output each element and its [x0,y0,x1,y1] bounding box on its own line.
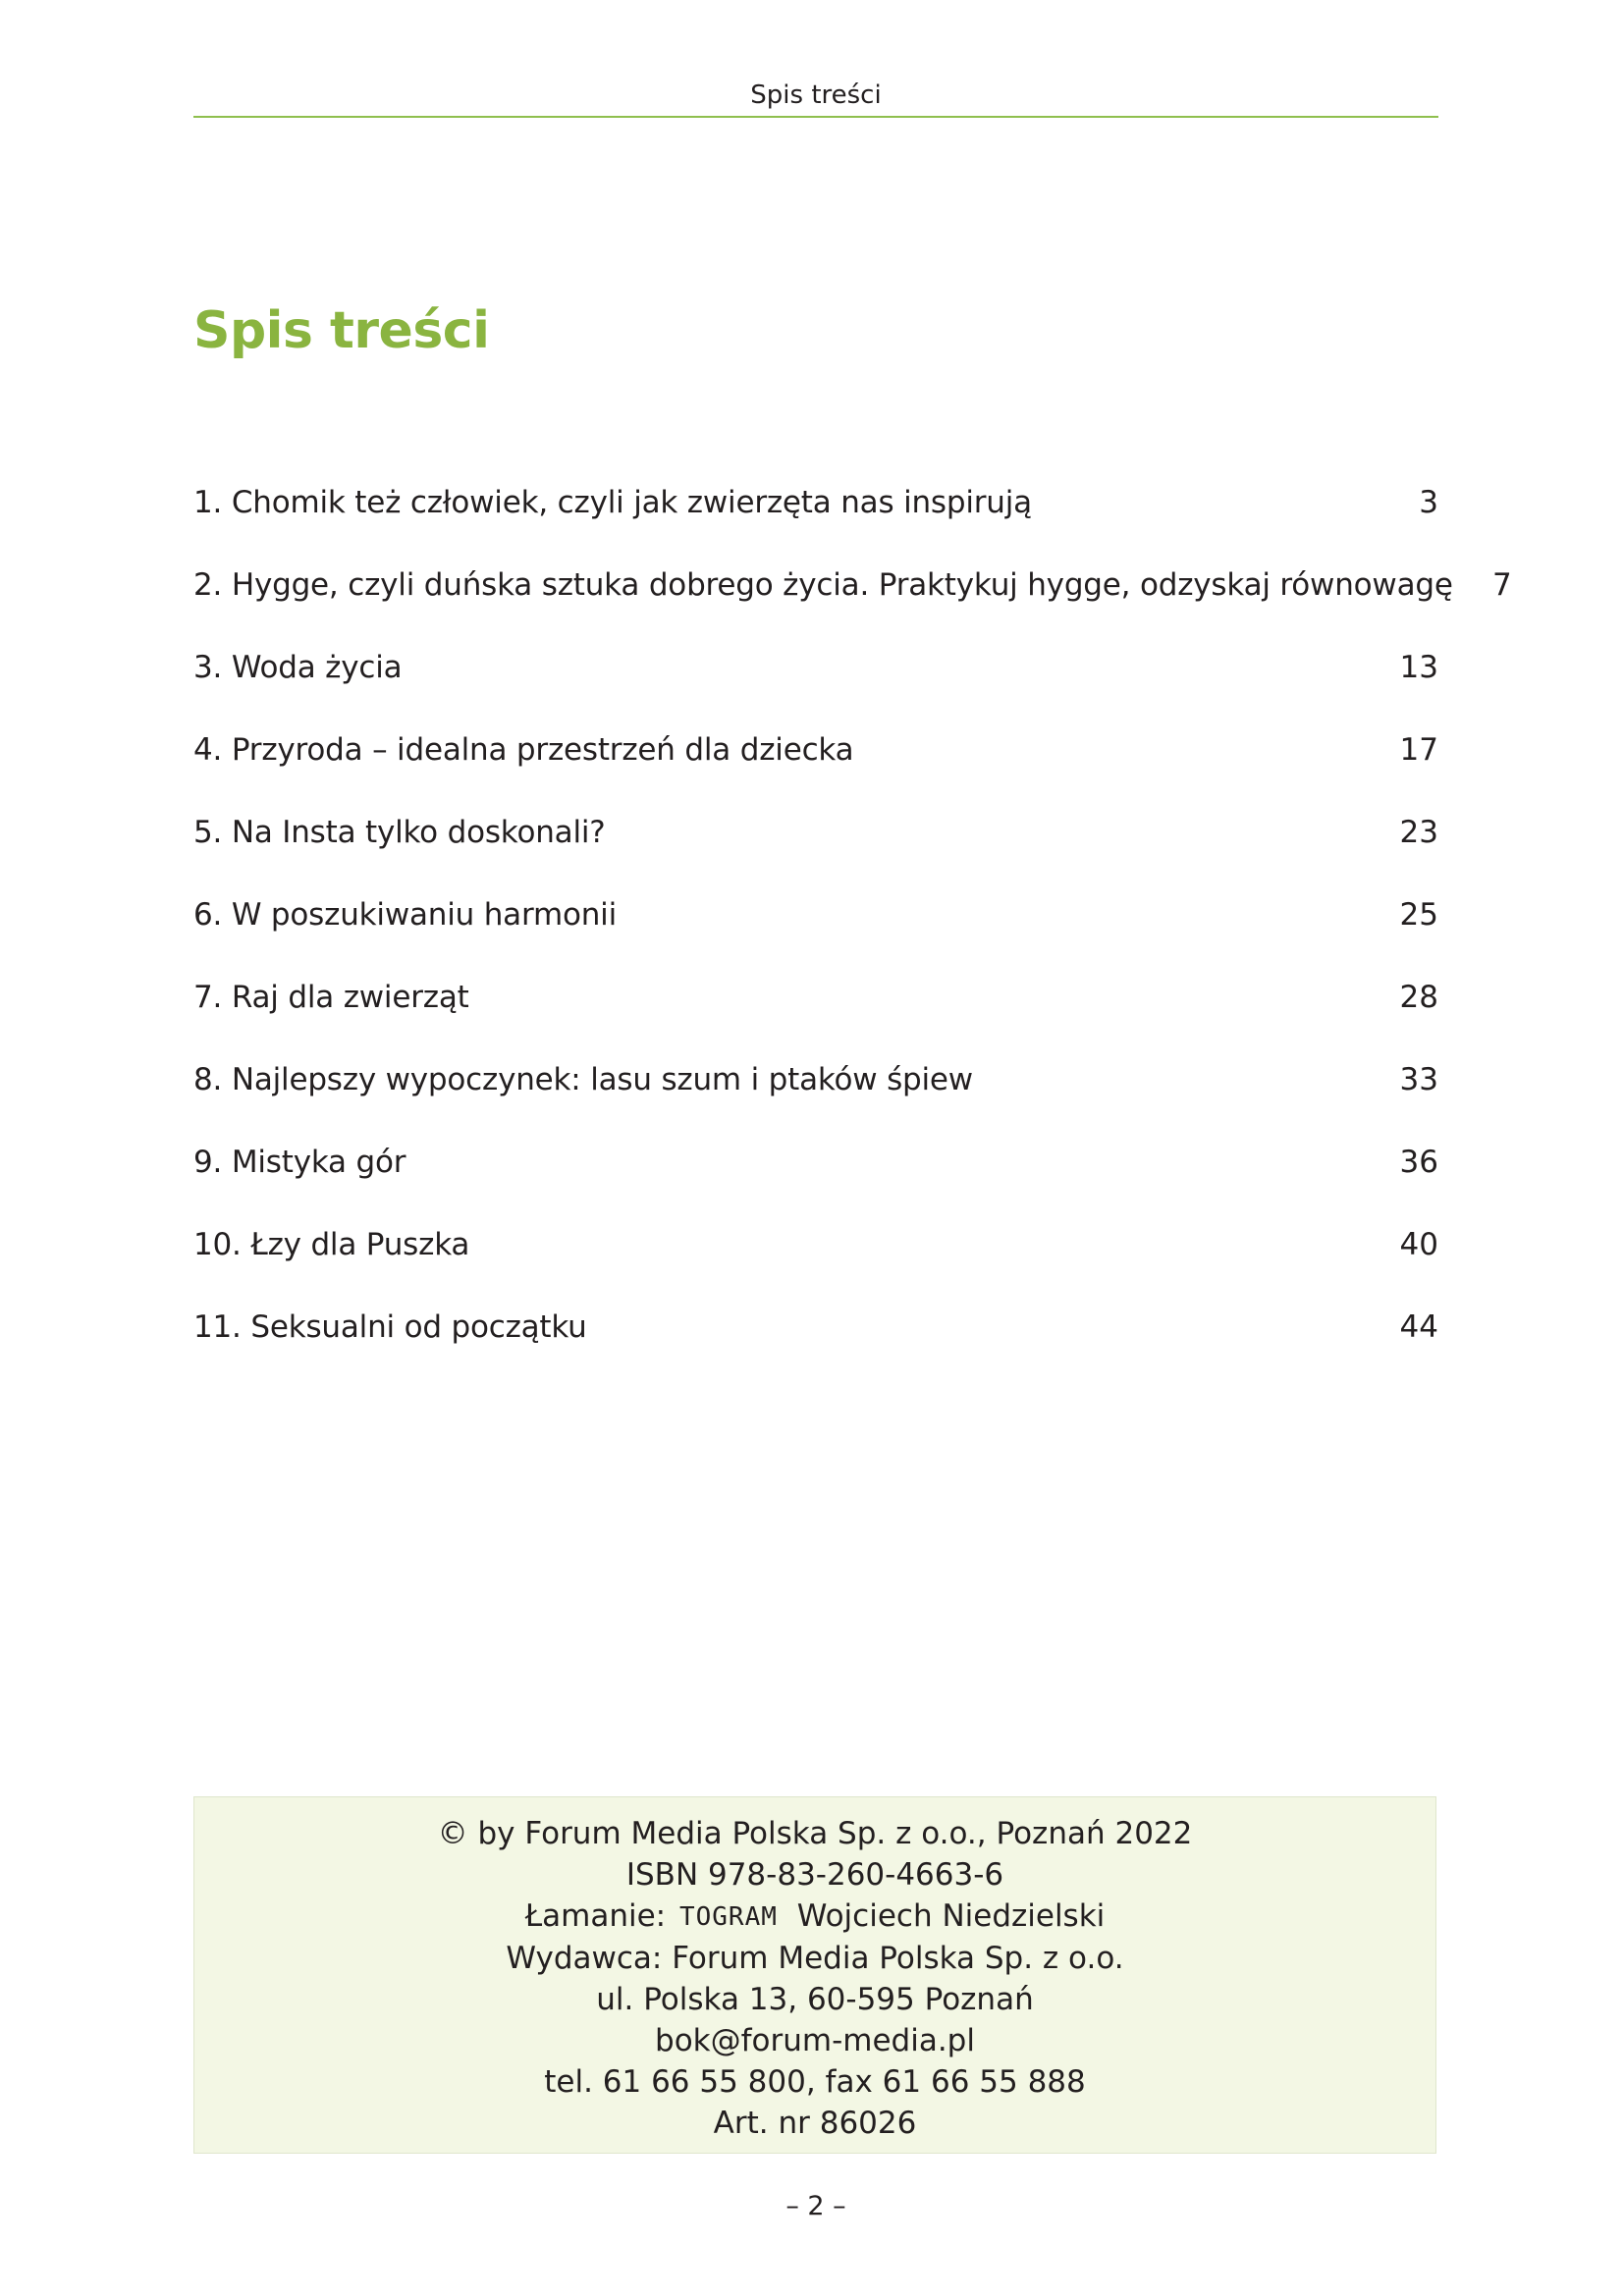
toc-entry-page: 40 [1399,1227,1438,1262]
togram-logo-icon: TOGRAM [678,1902,778,1932]
toc-entry-title: 10. Łzy dla Puszka [193,1227,470,1262]
toc-entry-page: 25 [1399,897,1438,933]
imprint-phone: tel. 61 66 55 800, fax 61 66 55 888 [544,2064,1086,2100]
toc-entry-3[interactable] [193,640,1438,722]
toc-entry-title: 9. Mistyka gór [193,1145,406,1180]
toc-entry-page: 17 [1399,732,1438,768]
imprint-article-number: Art. nr 86026 [713,2106,917,2141]
imprint-typesetting-name: Wojciech Niedzielski [796,1898,1106,1934]
imprint-publisher: Wydawca: Forum Media Polska Sp. z o.o. [506,1941,1124,1976]
toc-entry-6[interactable] [193,887,1438,970]
toc-entry-page: 33 [1399,1062,1438,1097]
toc-entry-page: 28 [1399,980,1438,1015]
header-rule [193,116,1438,118]
toc-entry-5[interactable] [193,805,1438,887]
toc-entry-title: 3. Woda życia [193,650,403,685]
imprint-typesetting-label: Łamanie: [524,1898,667,1934]
toc-entry-9[interactable] [193,1135,1438,1217]
toc-entry-title: 5. Na Insta tylko doskonali? [193,815,606,850]
toc-entry-2[interactable] [193,558,1512,640]
table-of-contents [193,475,1512,1382]
toc-entry-page: 36 [1399,1145,1438,1180]
toc-entry-7[interactable] [193,970,1438,1052]
toc-entry-title: 11. Seksualni od początku [193,1309,587,1345]
toc-entry-page: 3 [1419,485,1438,520]
toc-entry-title: 6. W poszukiwaniu harmonii [193,897,618,933]
imprint-isbn: ISBN 978-83-260-4663-6 [625,1857,1004,1893]
toc-entry-page: 7 [1492,567,1512,603]
toc-entry-title: 7. Raj dla zwierząt [193,980,469,1015]
toc-entry-title: 8. Najlepszy wypoczynek: lasu szum i ptaków śpiew [193,1062,973,1097]
toc-entry-page: 23 [1399,815,1438,850]
toc-entry-4[interactable] [193,722,1438,805]
imprint-email[interactable]: bok@forum-media.pl [655,2023,975,2058]
page-title: Spis treści [193,301,490,360]
toc-entry-10[interactable] [193,1217,1438,1300]
toc-entry-title: 4. Przyroda – idealna przestrzeń dla dziecka [193,732,854,768]
toc-entry-1[interactable] [193,475,1438,558]
toc-entry-8[interactable] [193,1052,1438,1135]
running-header: Spis treści [750,80,882,110]
toc-entry-title: 2. Hygge, czyli duńska sztuka dobrego życia. Praktykuj hygge, odzyskaj równowagę [193,567,1453,603]
imprint-box [193,1796,1436,2154]
toc-entry-page: 13 [1399,650,1438,685]
toc-entry-page: 44 [1399,1309,1438,1345]
toc-entry-11[interactable] [193,1300,1438,1382]
page-number: – 2 – [785,2191,846,2221]
toc-entry-title: 1. Chomik też człowiek, czyli jak zwierzęta nas inspirują [193,485,1032,520]
imprint-copyright: © by Forum Media Polska Sp. z o.o., Poznań 2022 [437,1816,1193,1851]
imprint-typesetting [194,1896,1435,1938]
imprint-address: ul. Polska 13, 60-595 Poznań [596,1982,1034,2017]
